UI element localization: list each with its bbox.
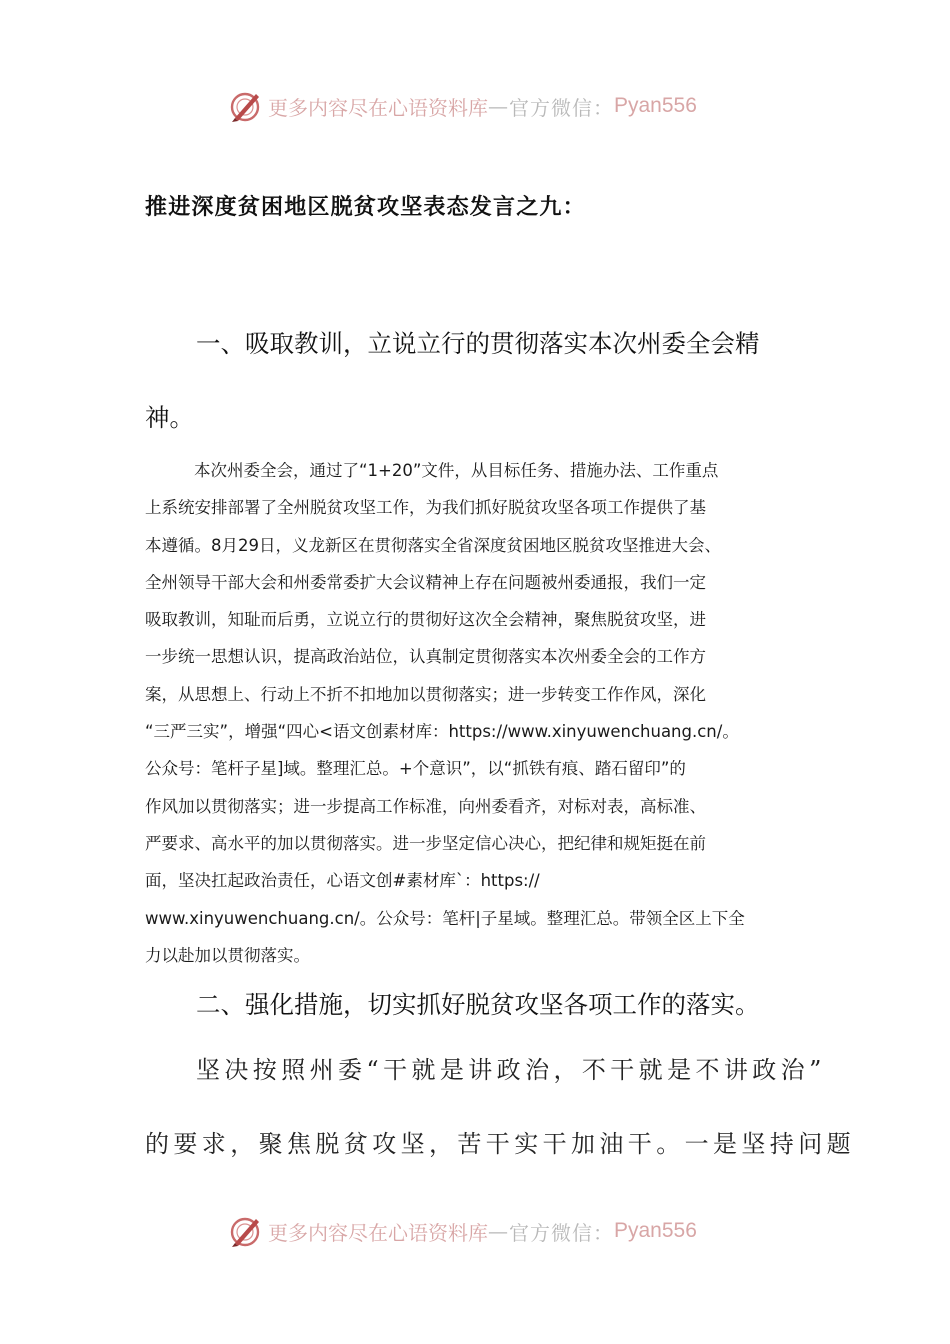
banner-wechat-label: 官方微信： (509, 95, 614, 120)
paragraph-line: 一步统一思想认识，提高政治站位，认真制定贯彻落实本次州委全会的工作方 (145, 647, 706, 667)
document-title: 推进深度贫困地区脱贫攻坚表态发言之九： (145, 194, 586, 220)
paragraph-line: 本遵循。8月29日，义龙新区在贯彻落实全省深度贫困地区脱贫攻坚推进大会、 (145, 535, 721, 555)
paragraph-line: 全州领导干部大会和州委常委扩大会议精神上存在问题被州委通报，我们一定 (145, 572, 706, 592)
paragraph-line: 严要求、高水平的加以贯彻落实。进一步坚定信心决心，把纪律和规矩挺在前 (145, 833, 706, 853)
paragraph-line: 吸取教训，知耻而后勇，立说立行的贯彻好这次全会精神，聚焦脱贫攻坚，进 (145, 610, 706, 630)
banner-site-text: 更多内容尽在心语资料库 (268, 95, 488, 120)
banner-wechat-id: Pyan556 (614, 94, 697, 117)
pen-circle-logo-icon (228, 88, 264, 124)
footer-banner (228, 1211, 697, 1251)
banner-wechat-id: Pyan556 (614, 1219, 697, 1242)
section2-body-line1: 坚决按照州委“干就是讲政治，不干就是不讲政治” (196, 1056, 826, 1084)
paragraph-line: “三严三实”，增强“四心<语文创素材库：https://www.xinyuwenchuang.cn/。 (145, 722, 739, 742)
section1-heading-line1: 一、吸取教训，立说立行的贯彻落实本次州委全会精 (196, 329, 760, 358)
paragraph-line: 上系统安排部署了全州脱贫攻坚工作，为我们抓好脱贫攻坚各项工作提供了基 (145, 498, 706, 518)
paragraph-line: 公众号：笔杆子星]域。整理汇总。+个意识”，以“抓铁有痕、踏石留印”的 (145, 759, 686, 779)
section1-paragraph (145, 452, 815, 974)
section2-body-line2: 的要求，聚焦脱贫攻坚，苦干实干加油干。一是坚持问题 (145, 1130, 855, 1158)
paragraph-line: 案，从思想上、行动上不折不扣地加以贯彻落实；进一步转变工作作风，深化 (145, 684, 706, 704)
header-banner (228, 86, 697, 126)
paragraph-line: 面，坚决扛起政治责任，心语文创#素材库`：https:// (145, 871, 540, 891)
paragraph-line: 力以赴加以贯彻落实。 (145, 945, 310, 965)
banner-site-text: 更多内容尽在心语资料库 (268, 1220, 488, 1245)
pen-circle-logo-icon (228, 1213, 264, 1249)
banner-dash: — (488, 94, 509, 118)
paragraph-line: www.xinyuwenchuang.cn/。公众号：笔杆|子星域。整理汇总。带领全区上下全 (145, 908, 745, 928)
paragraph-line: 本次州委全会，通过了“1+20”文件，从目标任务、措施办法、工作重点 (194, 461, 719, 480)
paragraph-line: 作风加以贯彻落实；进一步提高工作标准，向州委看齐，对标对表，高标准、 (145, 796, 706, 816)
section2-heading: 二、强化措施，切实抓好脱贫攻坚各项工作的落实。 (196, 990, 760, 1019)
banner-dash: — (488, 1219, 509, 1243)
banner-wechat-label: 官方微信： (509, 1220, 614, 1245)
section1-heading-line2: 神。 (145, 403, 194, 432)
